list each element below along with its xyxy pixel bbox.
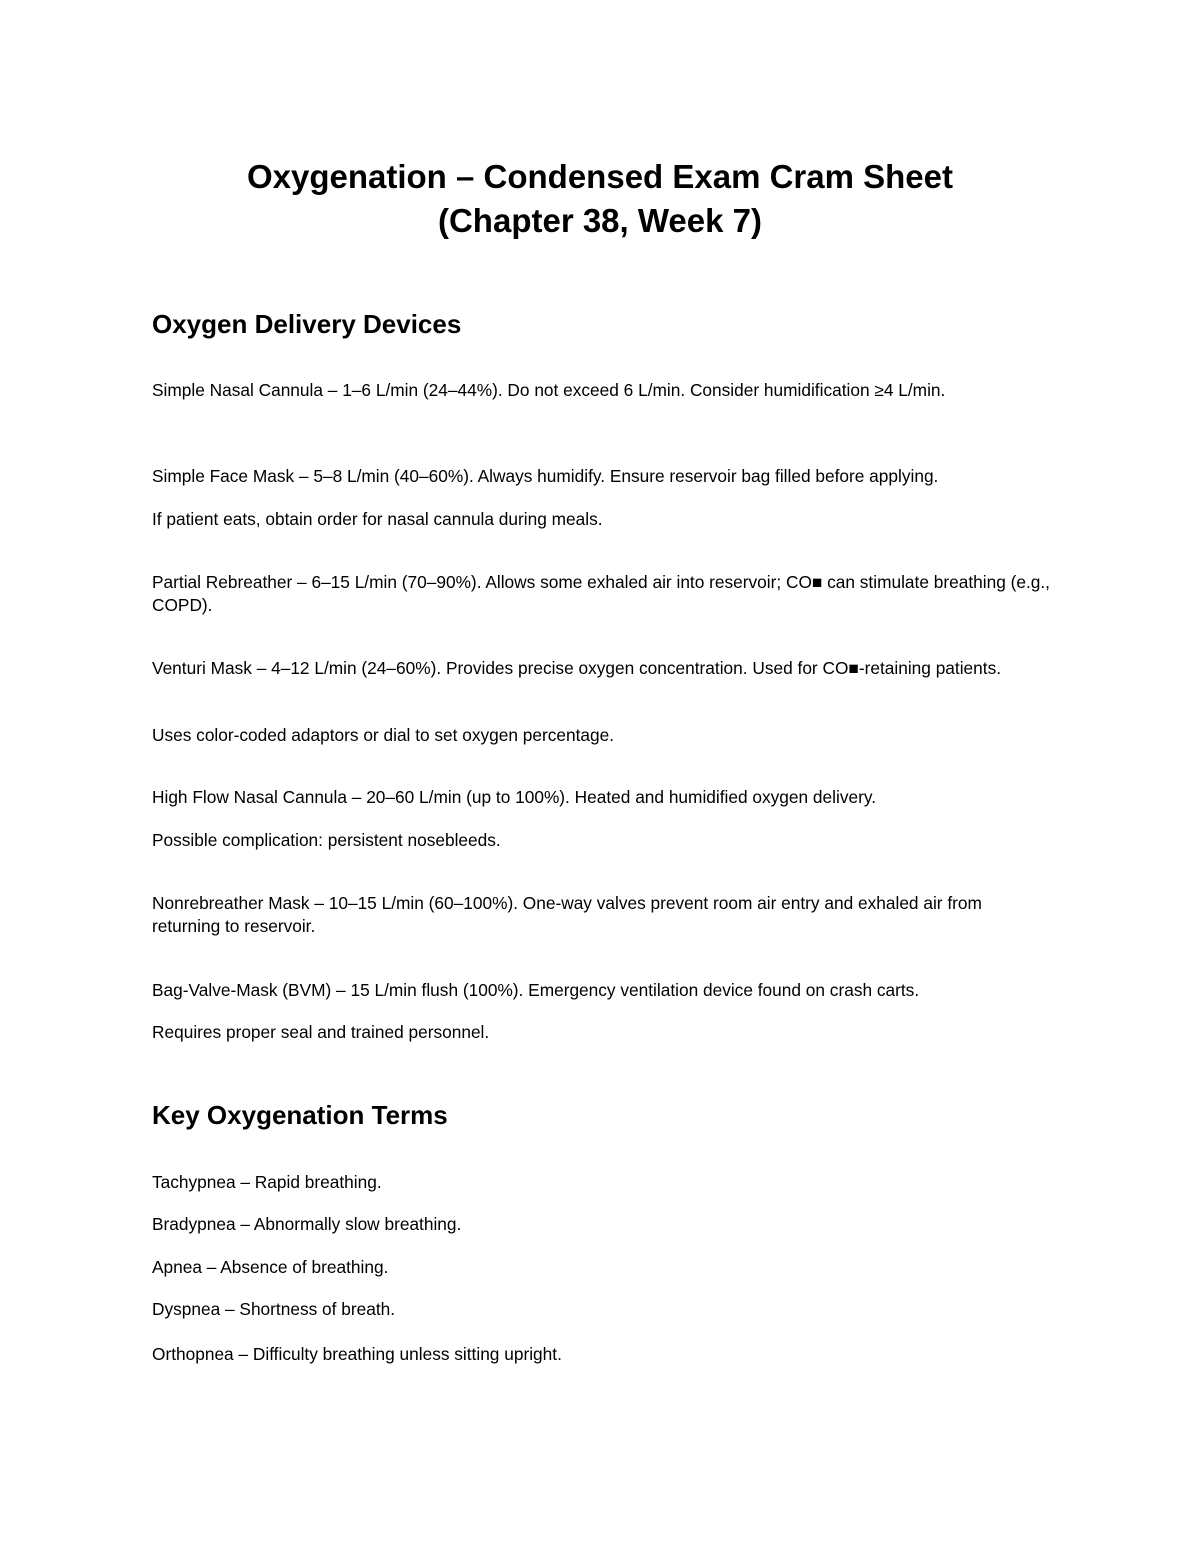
term-bradypnea: Bradypnea – Abnormally slow breathing.: [152, 1214, 462, 1234]
paragraph-simple-nasal-cannula: Simple Nasal Cannula – 1–6 L/min (24–44%). Do not exceed 6 L/min. Consider humidification ≥4 L/min.: [152, 380, 946, 400]
paragraph-bvm-requirements: Requires proper seal and trained personnel.: [152, 1022, 490, 1042]
paragraph-bag-valve-mask: Bag-Valve-Mask (BVM) – 15 L/min flush (100%). Emergency ventilation device found on crash carts.: [152, 980, 920, 1000]
paragraph-venturi-mask: Venturi Mask – 4–12 L/min (24–60%). Provides precise oxygen concentration. Used for CO■-retaining patients.: [152, 658, 1002, 678]
page-subtitle: (Chapter 38, Week 7): [437, 202, 762, 239]
page-title: Oxygenation – Condensed Exam Cram Sheet: [246, 158, 954, 195]
paragraph-simple-face-mask: Simple Face Mask – 5–8 L/min (40–60%). Always humidify. Ensure reservoir bag filled before applying.: [152, 466, 939, 486]
paragraph-nonrebreather-mask: Nonrebreather Mask – 10–15 L/min (60–100%). One-way valves prevent room air entry and exhaled air from returning to reservoir.: [152, 893, 982, 936]
term-orthopnea: Orthopnea – Difficulty breathing unless sitting upright.: [152, 1344, 562, 1364]
term-apnea: Apnea – Absence of breathing.: [152, 1257, 389, 1277]
paragraph-partial-rebreather: Partial Rebreather – 6–15 L/min (70–90%). Allows some exhaled air into reservoir; CO■ can stimulate breathing (e.g., COPD).: [152, 572, 1050, 615]
term-dyspnea: Dyspnea – Shortness of breath.: [152, 1299, 396, 1319]
paragraph-venturi-adaptors: Uses color-coded adaptors or dial to set oxygen percentage.: [152, 725, 615, 745]
paragraph-high-flow-complication: Possible complication: persistent nosebleeds.: [152, 830, 501, 850]
section-heading-delivery-devices: Oxygen Delivery Devices: [152, 309, 462, 339]
paragraph-face-mask-meals: If patient eats, obtain order for nasal cannula during meals.: [152, 509, 603, 529]
section-heading-key-terms: Key Oxygenation Terms: [152, 1100, 448, 1130]
term-tachypnea: Tachypnea – Rapid breathing.: [152, 1172, 382, 1192]
paragraph-high-flow-nasal-cannula: High Flow Nasal Cannula – 20–60 L/min (up to 100%). Heated and humidified oxygen delivery.: [152, 787, 876, 807]
